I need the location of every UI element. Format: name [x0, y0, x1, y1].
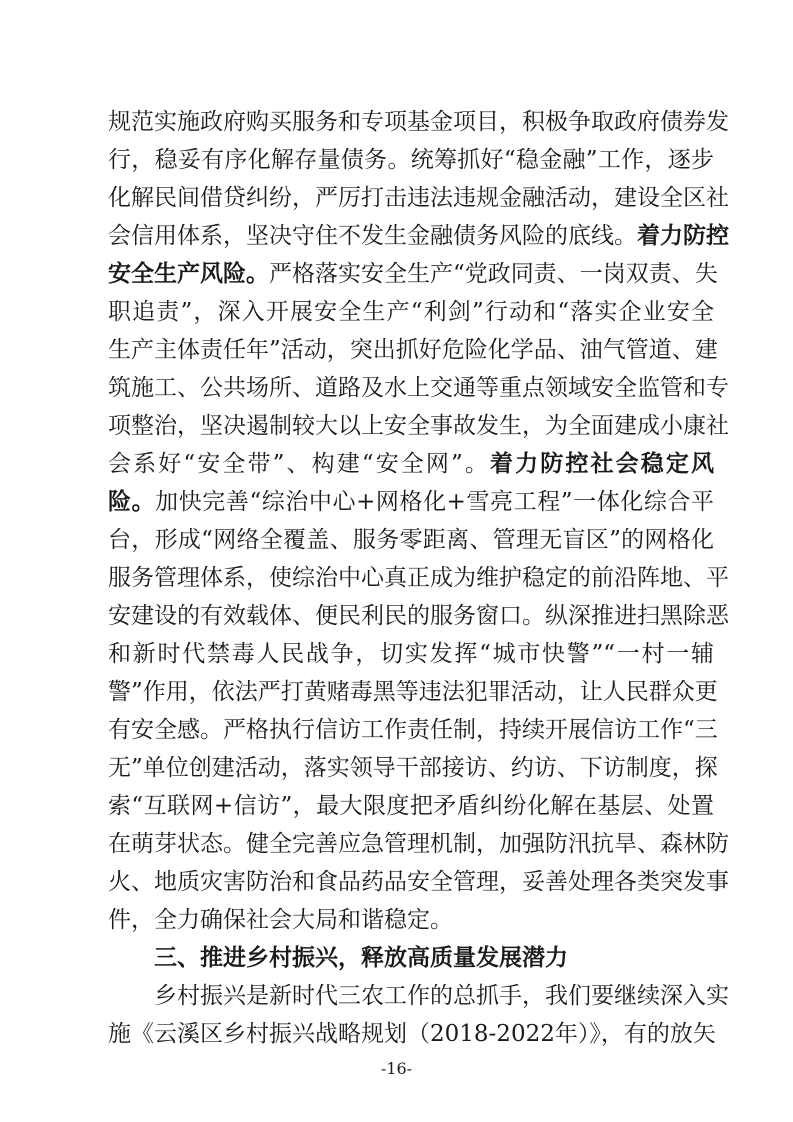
text-line: 化解民间借贷纠纷，严厉打击违法违规金融活动，建设全区社: [108, 185, 729, 211]
text-line: 索“互联网+信访”，最大限度把矛盾纠纷化解在基层、处置: [108, 793, 714, 819]
bold-heading-inline: 着力防控: [637, 223, 729, 249]
text-line: 在萌芽状态。健全完善应急管理机制，加强防汛抗旱、森林防: [108, 831, 729, 857]
text-line: 件，全力确保社会大局和谐稳定。: [108, 907, 453, 933]
text-run: 加快完善“综治中心+网格化+雪亮工程”一体化综合平: [155, 489, 715, 515]
text-line: 规范实施政府购买服务和专项基金项目，积极争取政府债券发: [108, 109, 729, 135]
text-line: 台，形成“网络全覆盖、服务零距离、管理无盲区”的网格化: [108, 527, 714, 553]
text-line: 服务管理体系，使综治中心真正成为维护稳定的前沿阵地、平: [108, 565, 729, 591]
text-line: [108, 444, 714, 484]
text-run: 严格落实安全生产“党政同责、一岗双责、失: [269, 261, 718, 287]
text-line: [108, 254, 718, 294]
text-line: [108, 482, 714, 522]
page-number: -16-: [380, 1059, 413, 1078]
text-line: 筑施工、公共场所、道路及水上交通等重点领域安全监管和专: [108, 375, 729, 401]
text-line: 无”单位创建活动，落实领导干部接访、约访、下访制度，探: [108, 755, 718, 781]
text-line: 项整治，坚决遏制较大以上安全事故发生，为全面建成小康社: [108, 413, 729, 439]
text-line: 职追责”，深入开展安全生产“利剑”行动和“落实企业安全: [108, 299, 714, 325]
text-run: 会系好“安全带”、构建“安全网”。: [108, 451, 491, 477]
text-line: [108, 216, 729, 256]
text-line: 生产主体责任年”活动，突出抓好危险化学品、油气管道、建: [108, 337, 718, 363]
text-line: 和新时代禁毒人民战争，切实发挥“城市快警”“一村一辅: [108, 641, 714, 667]
text-line: 施《云溪区乡村振兴战略规划（2018-2022年）》，有的放矢: [108, 1021, 716, 1047]
text-line: 乡村振兴是新时代三农工作的总抓手，我们要继续深入实: [154, 983, 729, 1009]
text-line: 行，稳妥有序化解存量债务。统筹抓好“稳金融”工作，逐步: [108, 147, 714, 173]
text-line: 火、地质灾害防治和食品药品安全管理，妥善处理各类突发事: [108, 869, 729, 895]
bold-heading-inline: 着力防控社会稳定风: [490, 451, 714, 477]
bold-heading-inline: 险。: [108, 489, 156, 515]
text-run: 会信用体系，坚决守住不发生金融债务风险的底线。: [108, 223, 637, 249]
text-line: 警”作用，依法严打黄赌毒黑等违法犯罪活动，让人民群众更: [108, 679, 718, 705]
section-heading: 三、推进乡村振兴，释放高质量发展潜力: [154, 945, 568, 971]
text-line: 有安全感。严格执行信访工作责任制，持续开展信访工作“三: [108, 717, 718, 743]
text-line: 安建设的有效载体、便民利民的服务窗口。纵深推进扫黑除恶: [108, 603, 729, 629]
bold-heading-inline: 安全生产风险。: [108, 261, 269, 287]
